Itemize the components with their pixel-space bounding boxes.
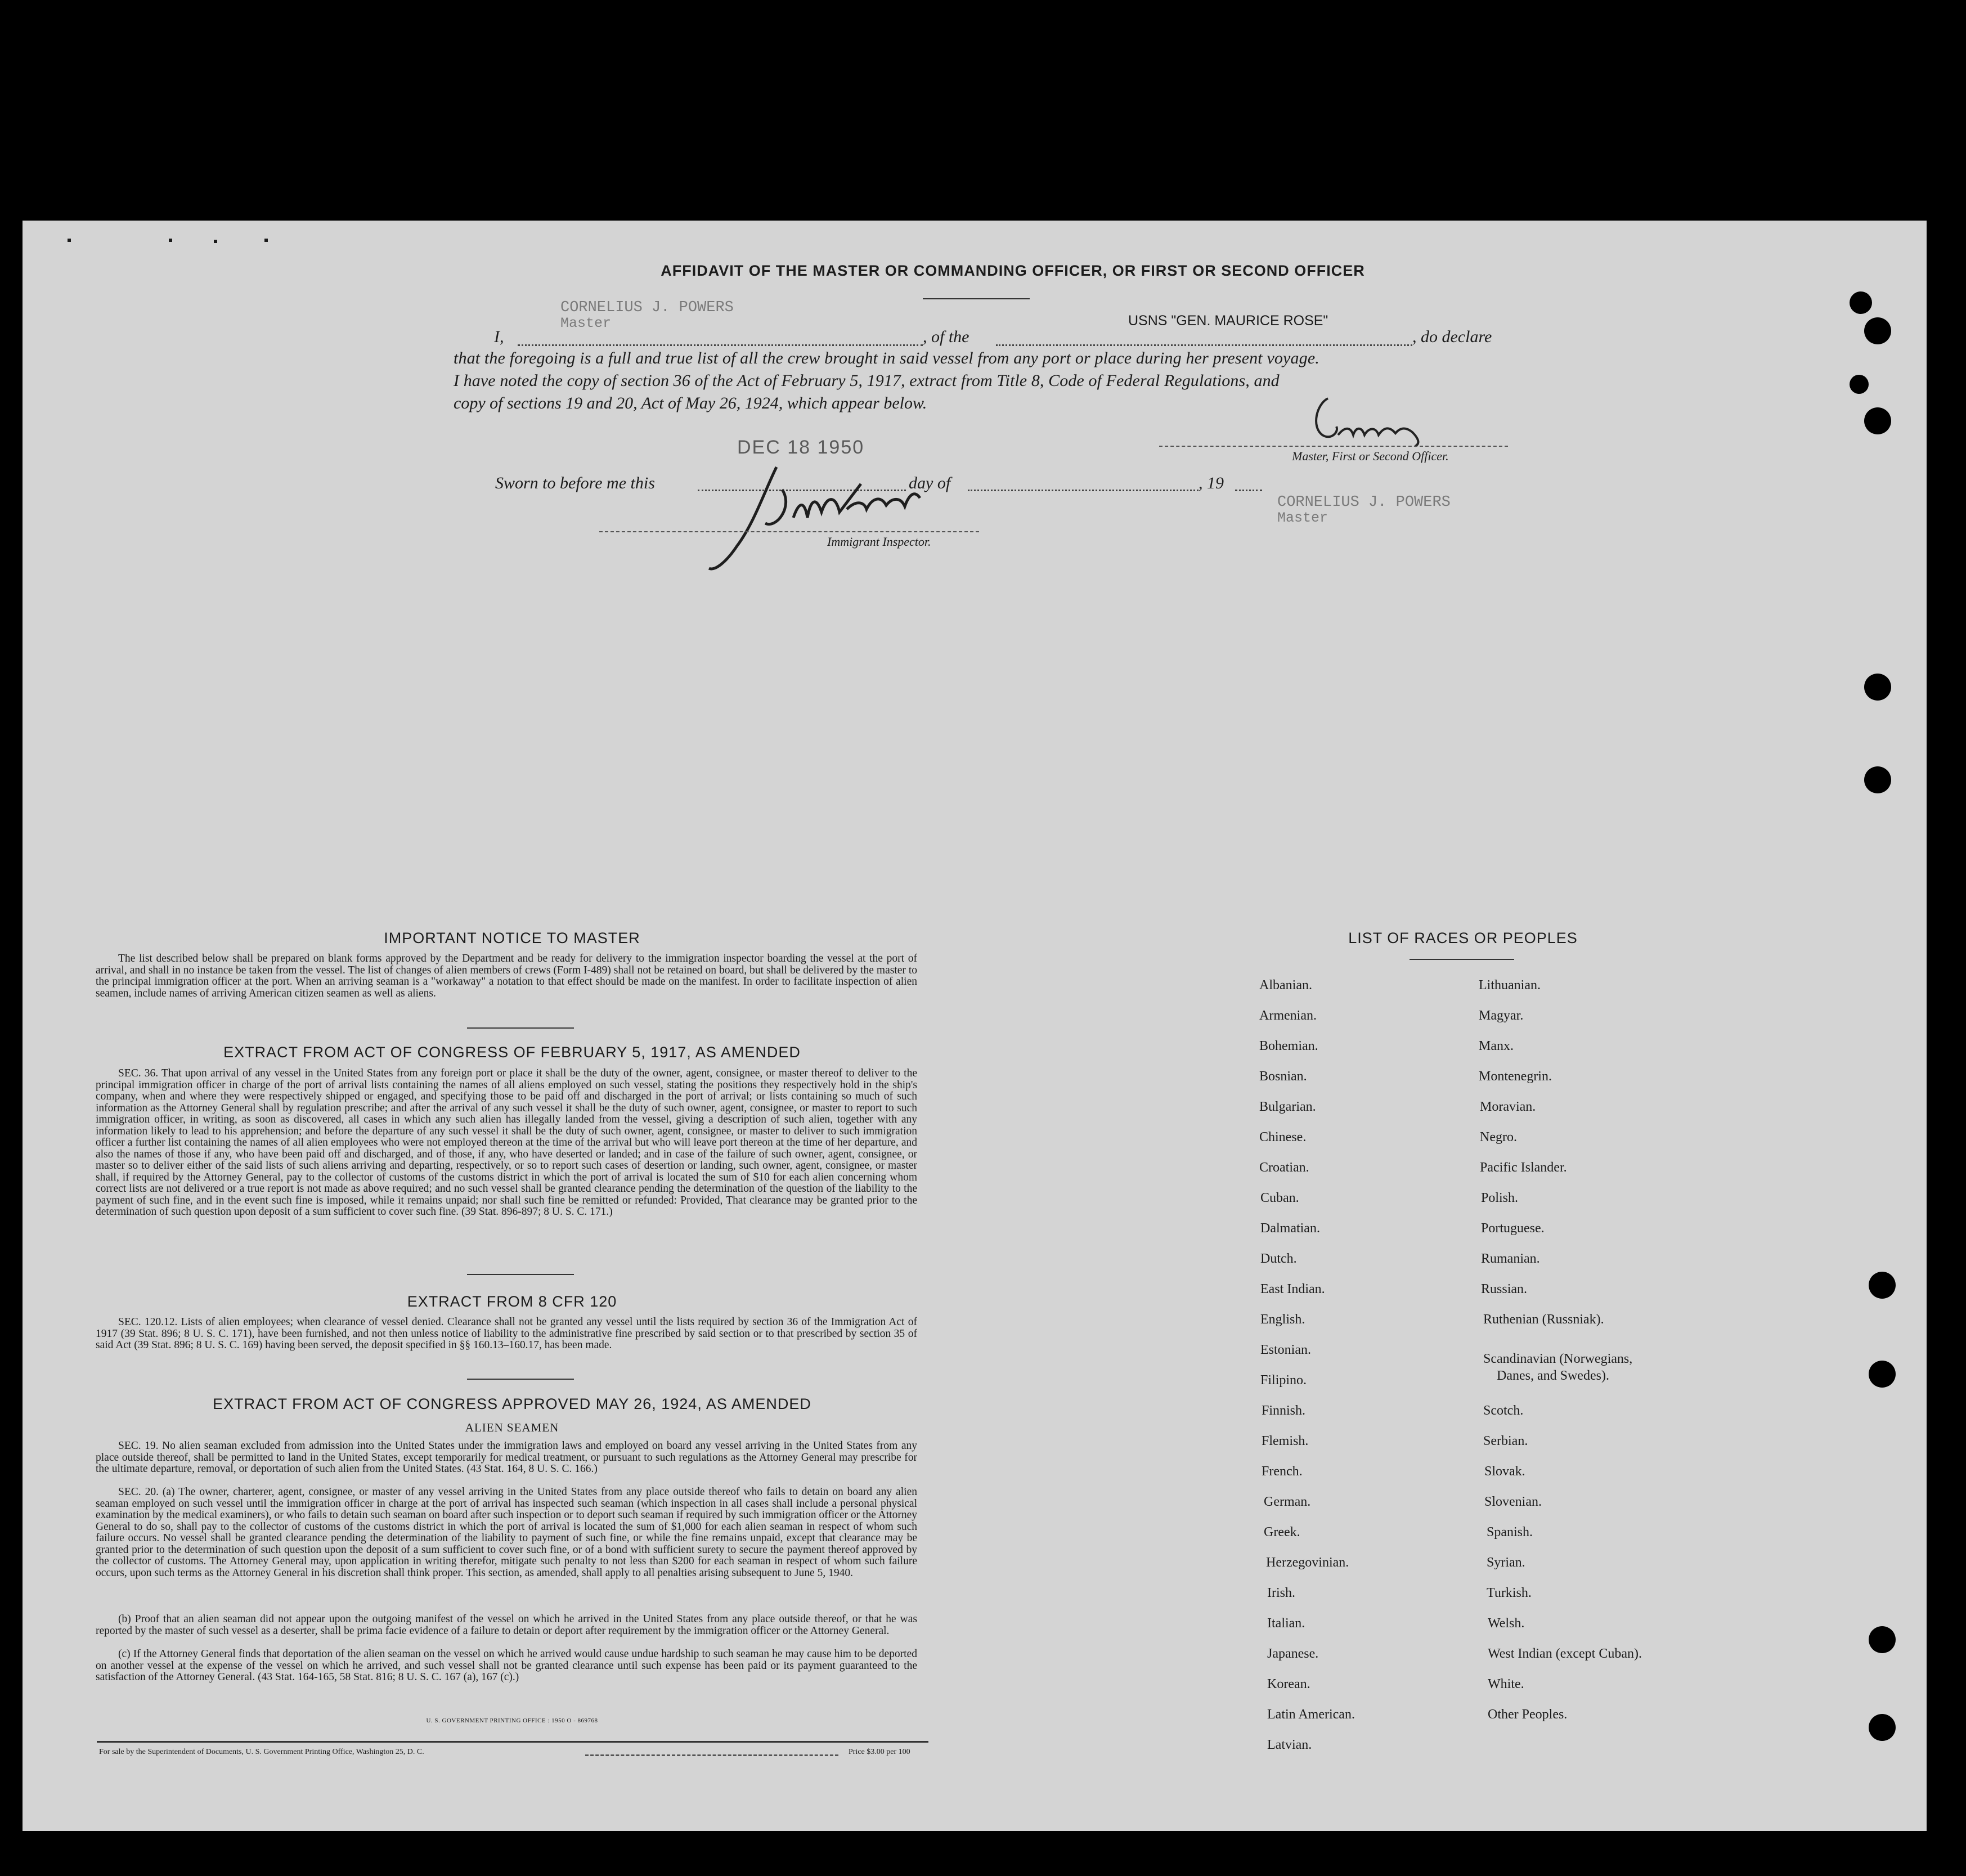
- race-item: Latvian.: [1267, 1738, 1312, 1752]
- month-blank: [968, 490, 1199, 491]
- master-role-stamp: Master: [560, 315, 612, 331]
- binder-hole: [1864, 317, 1891, 344]
- race-item: Pacific Islander.: [1480, 1160, 1567, 1175]
- footer-price: Price $3.00 per 100: [849, 1748, 910, 1756]
- document-sheet: [23, 221, 1927, 1831]
- binder-hole: [1869, 1361, 1896, 1388]
- race-item: Greek.: [1264, 1525, 1300, 1540]
- extract-cfr-text: SEC. 120.12. Lists of alien employees; when clearance of vessel denied. Clearance shall not be granted any vessel until the lists required by section 36 of the Immigration Act of 1917 (39 Stat. 896; 8 U. S. C. 171), have been furnished, and not then unless notice of liability to the administrative fine prescribed by said section or to that prescribed by section 35 of said Act (39 Stat. 896; 8 U. S. C. 169) having been served, the deposit specified in §§ 160.13–160.17, has been made.: [96, 1316, 917, 1351]
- race-item: French.: [1262, 1464, 1303, 1479]
- binder-hole: [1869, 1272, 1896, 1299]
- notice-text: The list described below shall be prepared on blank forms approved by the Department and be ready for delivery to the immigration inspector boarding the vessel at the port of arrival, and shall in no instance be taken from the vessel. The list of changes of alien members of crews (Form I-489) shall not be retained on board, but shall be delivered by the master to the principal immigration officer at the port. When an arriving seaman is a "workaway" a notation to that effect should be made on the manifest. In order to facilitate inspection of alien seamen, include names of arriving American citizen seamen as well as aliens.: [96, 953, 917, 999]
- race-item: Japanese.: [1267, 1646, 1319, 1661]
- race-item: Manx.: [1479, 1039, 1514, 1053]
- gpo-imprint: U. S. GOVERNMENT PRINTING OFFICE : 1950 O - 869768: [426, 1717, 598, 1724]
- race-item: Estonian.: [1260, 1343, 1311, 1357]
- footer-rule: [97, 1741, 928, 1743]
- extract-1924-sec20c: (c) If the Attorney General finds that deportation of the alien seaman on the vessel on which he arrived would cause undue hardship to such seaman he may cause him to be deported on another vessel at the expense of the vessel on which he arrived, and such vessel shall not be granted clearance until such expense has been paid or its payment guaranteed to the satisfaction of the Attorney General. (43 Stat. 164-165, 58 Stat. 816; 8 U. S. C. 167 (a), 167 (c).): [96, 1648, 917, 1683]
- race-item: Lithuanian.: [1479, 978, 1541, 993]
- race-item: Syrian.: [1487, 1555, 1525, 1570]
- race-item: Croatian.: [1259, 1160, 1309, 1175]
- race-item: Dutch.: [1260, 1251, 1297, 1266]
- extract-1917-text: SEC. 36. That upon arrival of any vessel in the United States from any foreign port or place it shall be the duty of the owner, agent, consignee, or master thereof to deliver to the principal immigration officer in charge of the port of arrival lists containing the names of all aliens employed on such vessel, stating the positions they respectively hold in the ship's company, when and where they were respectively shipped or engaged, and specifying those to be paid off and discharged in the port of arrival; or lists containing so much of such information as the Attorney General shall by regulation prescribe; and after the arrival of any such vessel it shall be the duty of such owner, agent, consignee, or master to report to such immigration officer, in writing, as soon as discovered, all cases in which any such alien has illegally landed from the vessel, giving a description of such alien, together with any information likely to lead to his apprehension; and before the departure of any such vessel it shall be the duty of such owner, agent, consignee, or master to deliver to such immigration officer a further list containing the names of all alien employees who were not employed thereon at the time of the arrival but who will leave port thereon at the time of her departure, and also the names of those if any, who have been paid off and discharged, and of those, if any, who have deserted or landed; and in case of the failure of such owner, agent, consignee, or master so to deliver either of the said lists of such aliens arriving and departing, respectively, or so to report such cases of desertion or landing, such owner, agent, consignee, or master shall, if required by the Attorney General, pay to the collector of customs of the customs district in which the port of arrival is located the sum of $10 for each alien concerning whom correct lists are not delivered or a true report is not made as above required; and no such vessel shall be granted clearance pending the determination of the question of the liability to the payment of such fine, and in the event such fine is imposed, while it remains unpaid; nor shall such fine be remitted or refunded: Provided, That clearance may be granted prior to the determination of such question upon deposit of a sum sufficient to cover such fine. (39 Stat. 896-897; 8 U. S. C. 171.): [96, 1067, 917, 1218]
- year-blank: [1235, 490, 1262, 491]
- race-item: Negro.: [1480, 1130, 1517, 1145]
- race-item: Slovenian.: [1484, 1494, 1542, 1509]
- race-item: German.: [1264, 1494, 1311, 1509]
- binder-hole: [1864, 674, 1891, 701]
- extract-cfr-title: EXTRACT FROM 8 CFR 120: [407, 1293, 617, 1310]
- edge-mark: [264, 239, 268, 242]
- alien-seamen-subtitle: ALIEN SEAMEN: [465, 1421, 559, 1434]
- of-the-label: , of the: [923, 327, 969, 346]
- notice-rule: [467, 1027, 574, 1029]
- affidavit-title: AFFIDAVIT OF THE MASTER OR COMMANDING OFFICER, OR FIRST OR SECOND OFFICER: [661, 262, 1365, 279]
- race-item: Rumanian.: [1481, 1251, 1540, 1266]
- race-item: Irish.: [1267, 1586, 1295, 1600]
- race-item: Serbian.: [1483, 1434, 1528, 1448]
- race-item: Cuban.: [1260, 1191, 1299, 1205]
- race-item: Bulgarian.: [1259, 1099, 1316, 1114]
- race-item: Chinese.: [1259, 1130, 1307, 1145]
- binder-hole: [1864, 407, 1891, 434]
- race-item: Montenegrin.: [1479, 1069, 1552, 1084]
- race-item: Danes, and Swedes).: [1497, 1368, 1609, 1383]
- affidavit-body-line: that the foregoing is a full and true list of all the crew brought in said vessel from any port or place during her present voyage.: [454, 349, 1319, 367]
- extract-1917-title: EXTRACT FROM ACT OF CONGRESS OF FEBRUARY 5, 1917, AS AMENDED: [223, 1044, 801, 1061]
- master-role-stamp-2: Master: [1277, 510, 1328, 526]
- edge-mark: [214, 240, 217, 243]
- master-name-stamp-2: CORNELIUS J. POWERS: [1277, 494, 1451, 511]
- inspector-caption: Immigrant Inspector.: [827, 535, 931, 549]
- race-item: Dalmatian.: [1260, 1221, 1320, 1236]
- name-blank: [518, 344, 923, 346]
- vessel-name: USNS "GEN. MAURICE ROSE": [1128, 313, 1328, 329]
- race-item: Bohemian.: [1259, 1039, 1318, 1053]
- race-item: Turkish.: [1487, 1586, 1532, 1600]
- inspector-signature: [692, 456, 945, 580]
- race-item: Russian.: [1481, 1282, 1528, 1296]
- extract-1924-sec20b: (b) Proof that an alien seaman did not appear upon the outgoing manifest of the vessel on which he arrived in the United States from any place outside thereof, or that he was reported by the master of such vessel as a deserter, shall be prima facie evidence of a failure to detain or deport after requirement by the immigration officer or the Attorney General.: [96, 1613, 917, 1637]
- race-item: Ruthenian (Russniak).: [1483, 1312, 1604, 1327]
- footer-sale-text: For sale by the Superintendent of Documents, U. S. Government Printing Office, Washington 25, D. C.: [99, 1748, 424, 1756]
- binder-hole: [1869, 1714, 1896, 1741]
- extract-1924-sec20a: SEC. 20. (a) The owner, charterer, agent, consignee, or master of any vessel arriving in the United States from any place outside thereof who fails to detain on board any alien seaman employed on such vessel until the immigration officer in charge at the port of arrival has inspected such seaman (which inspection in all cases shall include a personal physical examination by the medical examiners), or who fails to detain such seaman on board after such inspection or to deport such seaman if required by such immigration officer or the Attorney General to do so, shall pay to the collector of customs of the customs district in which the port of arrival is located the sum of $1,000 for each alien seaman in respect of whom such failure occurs. No vessel shall be granted clearance pending the determination of the liability to payment of such fine, or while the fine remains unpaid, except that clearance may be granted prior to the determination of such question upon the deposit of a sum sufficient to cover such fine, or of a bond with sufficient surety to secure the payment thereof approved by the collector of customs. The Attorney General may, upon application in writing therefor, mitigate such penalty to not less than $200 for each seaman in respect of whom such failure occurs, upon such terms as the Attorney General in his discretion shall think proper. This section, as amended, shall apply to all penalties arising subsequent to June 5, 1940.: [96, 1486, 917, 1579]
- race-item: Welsh.: [1488, 1616, 1525, 1631]
- races-title-rule: [1410, 959, 1514, 960]
- extract-1917-rule: [467, 1274, 574, 1275]
- binder-hole: [1869, 1626, 1896, 1653]
- affidavit-body-line: I have noted the copy of section 36 of the Act of February 5, 1917, extract from Title 8, Code of Federal Regulations, and: [454, 371, 1280, 390]
- extract-1924-sec19: SEC. 19. No alien seaman excluded from admission into the United States under the immigration laws and employed on board any vessel arriving in the United States from any place outside thereof, shall be permitted to land in the United States, except temporarily for medical treatment, or pursuant to such regulations as the Attorney General may prescribe for the ultimate departure, removal, or deportation of such alien from the United States. (43 Stat. 164, 8 U. S. C. 166.): [96, 1440, 917, 1475]
- title-underline: [923, 298, 1030, 299]
- master-caption: Master, First or Second Officer.: [1292, 449, 1449, 463]
- race-item: Finnish.: [1262, 1403, 1306, 1418]
- binder-hole: [1850, 291, 1872, 314]
- master-signature-line: [1159, 446, 1508, 447]
- race-item: Filipino.: [1260, 1373, 1307, 1388]
- race-item: White.: [1488, 1677, 1524, 1691]
- race-item: Herzegovinian.: [1266, 1555, 1349, 1570]
- master-signature: [1305, 387, 1440, 449]
- race-item: Moravian.: [1480, 1099, 1536, 1114]
- race-item: Portuguese.: [1481, 1221, 1545, 1236]
- extract-cfr-rule: [467, 1379, 574, 1380]
- race-item: English.: [1260, 1312, 1305, 1327]
- race-item: Flemish.: [1262, 1434, 1309, 1448]
- race-item: Slovak.: [1484, 1464, 1525, 1479]
- race-item: Scandinavian (Norwegians,: [1483, 1352, 1633, 1366]
- inspector-signature-line: [599, 531, 979, 532]
- binder-hole: [1864, 766, 1891, 793]
- race-item: Albanian.: [1259, 978, 1312, 993]
- edge-mark: [68, 239, 71, 242]
- master-name-stamp: CORNELIUS J. POWERS: [560, 299, 734, 316]
- race-item: Magyar.: [1479, 1008, 1524, 1023]
- edge-mark: [169, 239, 172, 242]
- race-item: Latin American.: [1267, 1707, 1355, 1722]
- sworn-label: Sworn to before me this: [495, 474, 655, 492]
- i-label: I,: [494, 327, 504, 346]
- race-item: Polish.: [1481, 1191, 1519, 1205]
- do-declare-label: , do declare: [1412, 327, 1492, 346]
- binder-hole: [1850, 375, 1869, 394]
- day-of-label: day of: [909, 474, 951, 492]
- race-item: Italian.: [1267, 1616, 1305, 1631]
- race-item: Spanish.: [1487, 1525, 1533, 1540]
- race-item: Other Peoples.: [1488, 1707, 1568, 1722]
- races-title: LIST OF RACES OR PEOPLES: [1348, 930, 1578, 946]
- race-item: Korean.: [1267, 1677, 1310, 1691]
- notice-title: IMPORTANT NOTICE TO MASTER: [384, 930, 640, 946]
- race-item: Armenian.: [1259, 1008, 1317, 1023]
- affidavit-body-line: copy of sections 19 and 20, Act of May 26, 1924, which appear below.: [454, 394, 927, 412]
- footer-leader: [585, 1754, 838, 1756]
- vessel-blank: [996, 344, 1412, 346]
- race-item: Bosnian.: [1259, 1069, 1307, 1084]
- race-item: West Indian (except Cuban).: [1488, 1646, 1642, 1661]
- extract-1924-title: EXTRACT FROM ACT OF CONGRESS APPROVED MAY 26, 1924, AS AMENDED: [213, 1395, 811, 1412]
- race-item: Scotch.: [1483, 1403, 1524, 1418]
- year-label: , 19: [1199, 474, 1224, 492]
- date-stamp: DEC 18 1950: [737, 437, 865, 458]
- race-item: East Indian.: [1260, 1282, 1325, 1296]
